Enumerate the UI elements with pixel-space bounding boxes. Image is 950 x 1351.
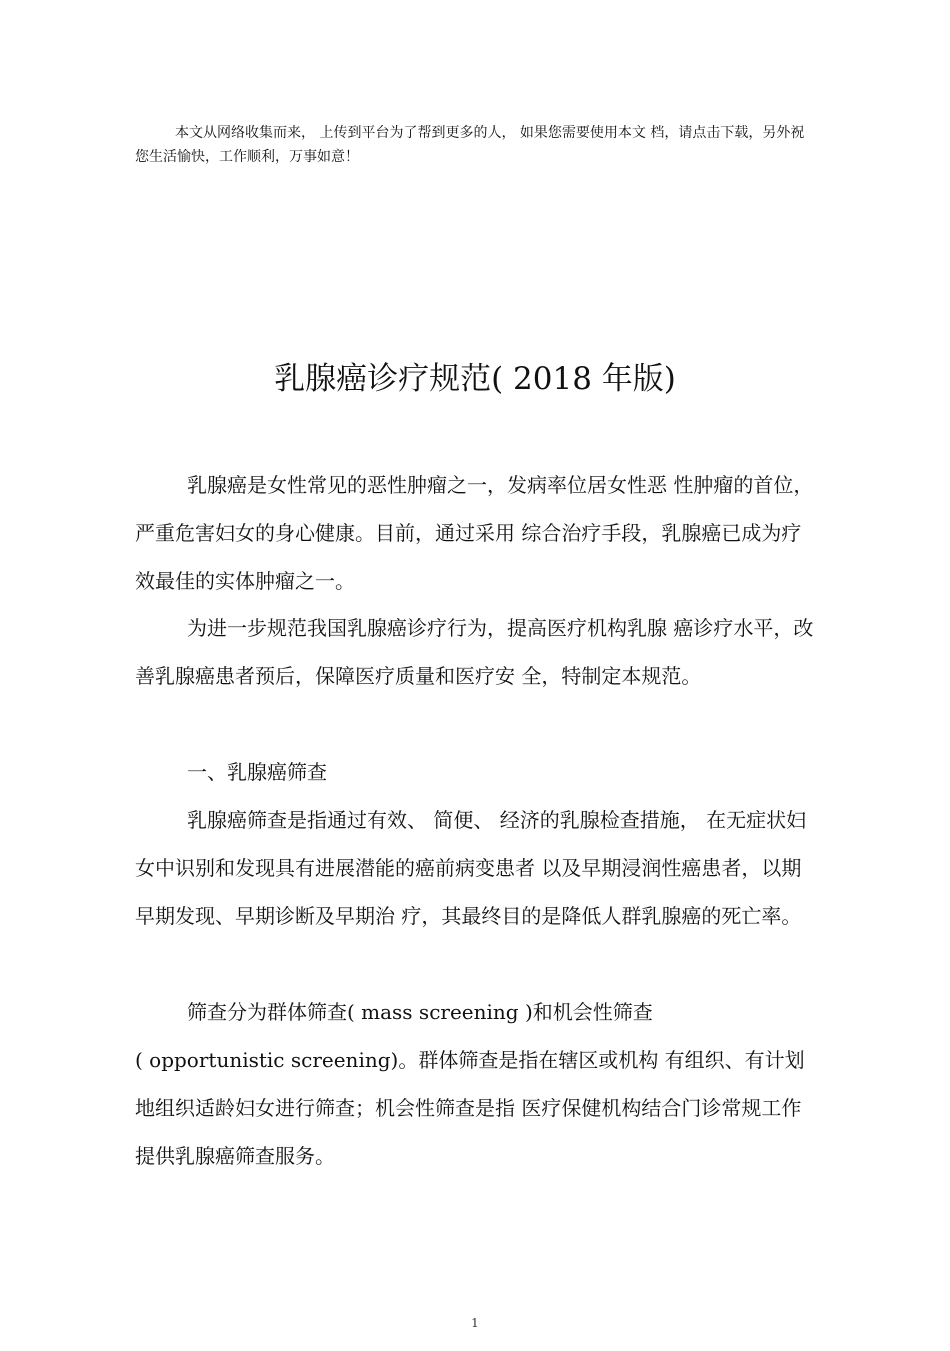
screening-definition-paragraph: 乳腺癌筛查是指通过有效、 简便、 经济的乳腺检查措施， 在无症状妇女中识别和发现具有进展潜能的癌前病变患者 以及早期浸润性癌患者，以期早期发现、早期诊断及早期治 疗，其最终目的是降低人群乳腺癌的死亡率。 — [135, 808, 807, 928]
purpose-paragraph: 为进一步规范我国乳腺癌诊疗行为，提高医疗机构乳腺 癌诊疗水平，改善乳腺癌患者预后，保障医疗质量和医疗安 全，特制定本规范。 — [135, 616, 814, 688]
intro-paragraph: 乳腺癌是女性常见的恶性肿瘤之一，发病率位居女性恶 性肿瘤的首位，严重危害妇女的身心健康。目前，通过采用 综合治疗手段，乳腺癌已成为疗效最佳的实体肿瘤之一。 — [135, 473, 814, 593]
section-heading-screening: 一、乳腺癌筛查 — [187, 760, 327, 784]
document-title: 乳腺癌诊疗规范( 2018 年版) — [274, 361, 676, 397]
page-number: 1 — [471, 1316, 479, 1330]
screening-types-paragraph-line1: 筛查分为群体筛查( mass screening )和机会性筛查 — [187, 1000, 653, 1024]
screening-types-paragraph-rest: ( opportunistic screening)。群体筛查是指在辖区或机构 有组织、有计划地组织适龄妇女进行筛查；机会性筛查是指 医疗保健机构结合门诊常规工作提供乳腺癌筛查服务。 — [135, 1048, 805, 1168]
download-notice: 本文从网络收集而来， 上传到平台为了帮到更多的人， 如果您需要使用本文 档，请点击下载，另外祝您生活愉快，工作顺利，万事如意！ — [135, 125, 805, 165]
